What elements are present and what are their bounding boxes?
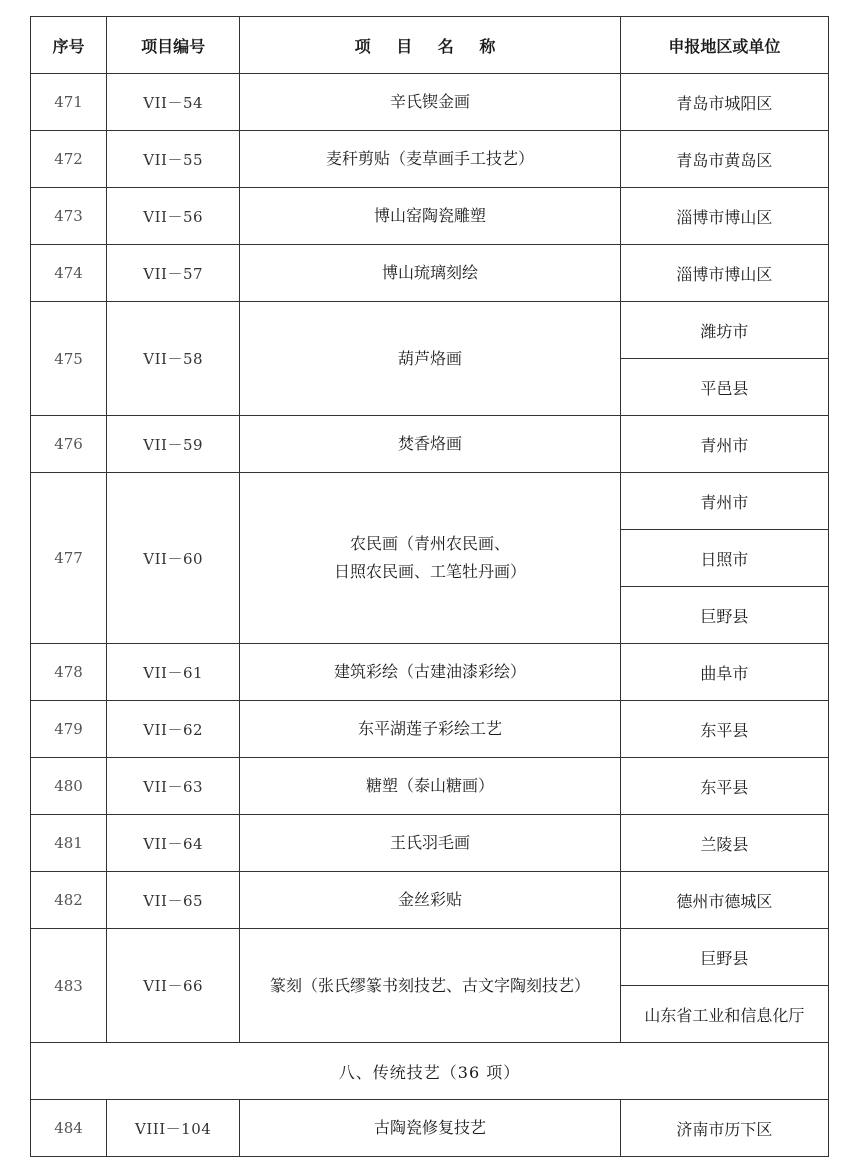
row-code: VII－58: [107, 302, 240, 416]
row-code: VII－63: [107, 758, 240, 815]
table-row: [31, 872, 829, 929]
table-row: [31, 815, 829, 872]
row-seq: 474: [31, 245, 107, 302]
row-name: 东平湖莲子彩绘工艺: [240, 701, 620, 758]
row-unit: 济南市历下区: [620, 1100, 828, 1157]
row-unit: 山东省工业和信息化厅: [620, 986, 828, 1043]
table-row: [31, 302, 829, 359]
row-code: VII－64: [107, 815, 240, 872]
row-unit: 青州市: [620, 416, 828, 473]
row-code: VII－57: [107, 245, 240, 302]
row-seq: 471: [31, 74, 107, 131]
row-seq: 484: [31, 1100, 107, 1157]
table-row: [31, 929, 829, 986]
row-unit: 青岛市黄岛区: [620, 131, 828, 188]
row-unit: 潍坊市: [620, 302, 828, 359]
row-unit: 平邑县: [620, 359, 828, 416]
row-name-line: 农民画（青州农民画、: [349, 534, 510, 553]
row-unit: 巨野县: [620, 587, 828, 644]
row-code: VII－61: [107, 644, 240, 701]
table-row: [31, 758, 829, 815]
row-code: VII－66: [107, 929, 240, 1043]
row-name-line: 日照农民画、工笔牡丹画）: [333, 562, 526, 581]
row-name: 博山琉璃刻绘: [240, 245, 620, 302]
row-name: 建筑彩绘（古建油漆彩绘）: [240, 644, 620, 701]
row-name: 王氏羽毛画: [240, 815, 620, 872]
row-code: VIII－104: [107, 1100, 240, 1157]
row-unit: 日照市: [620, 530, 828, 587]
header-unit: 申报地区或单位: [620, 17, 828, 74]
table-row: [31, 1100, 829, 1157]
row-seq: 472: [31, 131, 107, 188]
row-code: VII－65: [107, 872, 240, 929]
row-seq: 478: [31, 644, 107, 701]
row-name: 博山窑陶瓷雕塑: [240, 188, 620, 245]
row-unit: 德州市德城区: [620, 872, 828, 929]
row-name: 糖塑（泰山糖画）: [240, 758, 620, 815]
table-row: [31, 701, 829, 758]
row-seq: 475: [31, 302, 107, 416]
row-code: VII－62: [107, 701, 240, 758]
heritage-list-table: [30, 16, 829, 1157]
row-unit: 青岛市城阳区: [620, 74, 828, 131]
row-name: 金丝彩贴: [240, 872, 620, 929]
row-name: [240, 473, 620, 644]
table-row: [31, 131, 829, 188]
row-unit: 东平县: [620, 758, 828, 815]
row-unit: 淄博市博山区: [620, 188, 828, 245]
row-name: 麦秆剪贴（麦草画手工技艺）: [240, 131, 620, 188]
row-name: 古陶瓷修复技艺: [240, 1100, 620, 1157]
table-row: [31, 473, 829, 530]
header-name: 项 目 名 称: [240, 17, 620, 74]
row-name: 葫芦烙画: [240, 302, 620, 416]
row-unit: 东平县: [620, 701, 828, 758]
row-code: VII－60: [107, 473, 240, 644]
row-seq: 476: [31, 416, 107, 473]
row-seq: 482: [31, 872, 107, 929]
section-row: [31, 1043, 829, 1100]
row-code: VII－55: [107, 131, 240, 188]
row-name: 辛氏锲金画: [240, 74, 620, 131]
table-row: [31, 644, 829, 701]
table-row: [31, 245, 829, 302]
row-unit: 兰陵县: [620, 815, 828, 872]
header-seq: 序号: [31, 17, 107, 74]
table-row: [31, 188, 829, 245]
row-name: 篆刻（张氏缪篆书刻技艺、古文字陶刻技艺）: [240, 929, 620, 1043]
section-heading: 八、传统技艺（36 项）: [31, 1043, 829, 1100]
row-seq: 477: [31, 473, 107, 644]
row-code: VII－59: [107, 416, 240, 473]
row-unit: 巨野县: [620, 929, 828, 986]
row-seq: 480: [31, 758, 107, 815]
row-seq: 479: [31, 701, 107, 758]
row-code: VII－54: [107, 74, 240, 131]
row-seq: 481: [31, 815, 107, 872]
row-name: 焚香烙画: [240, 416, 620, 473]
header-code: 项目编号: [107, 17, 240, 74]
row-unit: 淄博市博山区: [620, 245, 828, 302]
row-unit: 曲阜市: [620, 644, 828, 701]
table-header-row: [31, 17, 829, 74]
row-unit: 青州市: [620, 473, 828, 530]
row-seq: 473: [31, 188, 107, 245]
table-row: [31, 416, 829, 473]
table-row: [31, 74, 829, 131]
row-seq: 483: [31, 929, 107, 1043]
row-code: VII－56: [107, 188, 240, 245]
